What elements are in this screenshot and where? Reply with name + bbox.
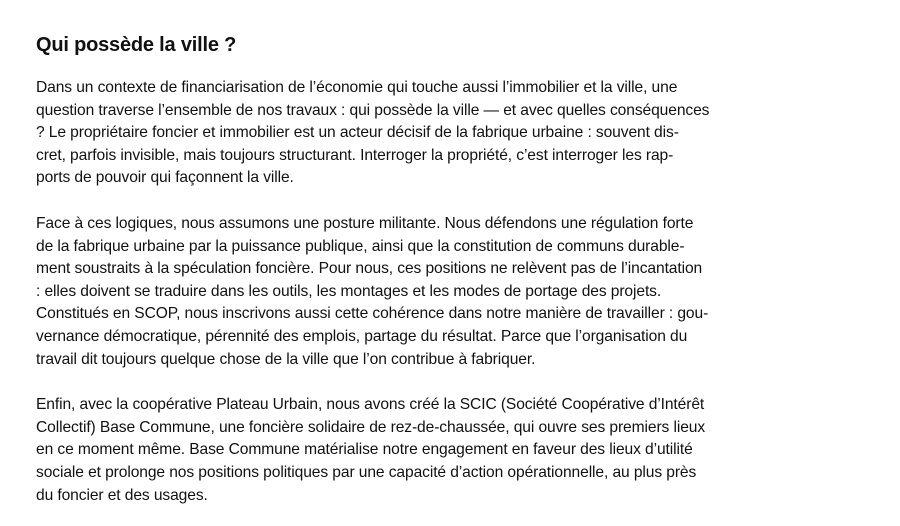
paragraph-line: Constitués en SCOP, nous inscrivons aussi cette cohérence dans notre manière de travailler : gou-: [36, 305, 709, 323]
paragraph-line: cret, parfois invisible, mais toujours structurant. Interroger la propriété, c’est interroger les rap-: [36, 146, 674, 164]
article: [36, 30, 862, 507]
paragraph-line: Face à ces logiques, nous assumons une posture militante. Nous défendons une régulation forte: [36, 214, 694, 232]
paragraph-line: Collectif) Base Commune, une foncière solidaire de rez-de-chaussée, qui ouvre ses premiers lieux: [36, 418, 706, 436]
paragraph-line: ? Le propriétaire foncier et immobilier est un acteur décisif de la fabrique urbaine : souvent dis-: [36, 124, 679, 142]
paragraph-line: de la fabrique urbaine par la puissance publique, ainsi que la constitution de communs durable-: [36, 237, 685, 255]
paragraph-line: question traverse l’ensemble de nos travaux : qui possède la ville — et avec quelles conséquences: [36, 101, 710, 119]
paragraph-line: ment soustraits à la spéculation foncière. Pour nous, ces positions ne relèvent pas de l’incantation: [36, 260, 703, 278]
paragraph-line: vernance démocratique, pérennité des emplois, partage du résultat. Parce que l’organisation du: [36, 327, 688, 345]
paragraph-line: en ce moment même. Base Commune matérialise notre engagement en faveur des lieux d’utilité: [36, 441, 693, 459]
paragraph-2: [36, 213, 862, 371]
paragraph-1: [36, 77, 862, 190]
paragraph-line: Enfin, avec la coopérative Plateau Urbain, nous avons créé la SCIC (Société Coopérative d’Intérêt: [36, 396, 705, 414]
paragraph-line: sociale et prolonge nos positions politiques par une capacité d’action opérationnelle, au plus près: [36, 463, 697, 481]
paragraph-line: travail dit toujours quelque chose de la ville que l’on contribue à fabriquer.: [36, 350, 536, 368]
paragraph-line: Dans un contexte de financiarisation de l’économie qui touche aussi l’immobilier et la ville, une: [36, 79, 678, 96]
article-title: Qui possède la ville ?: [36, 34, 237, 56]
paragraph-line: ports de pouvoir qui façonnent la ville.: [36, 169, 294, 187]
paragraph-line: du foncier et des usages.: [36, 486, 208, 504]
paragraph-line: : elles doivent se traduire dans les outils, les montages et les modes de portage des projets.: [36, 282, 662, 300]
paragraph-3: [36, 394, 862, 507]
